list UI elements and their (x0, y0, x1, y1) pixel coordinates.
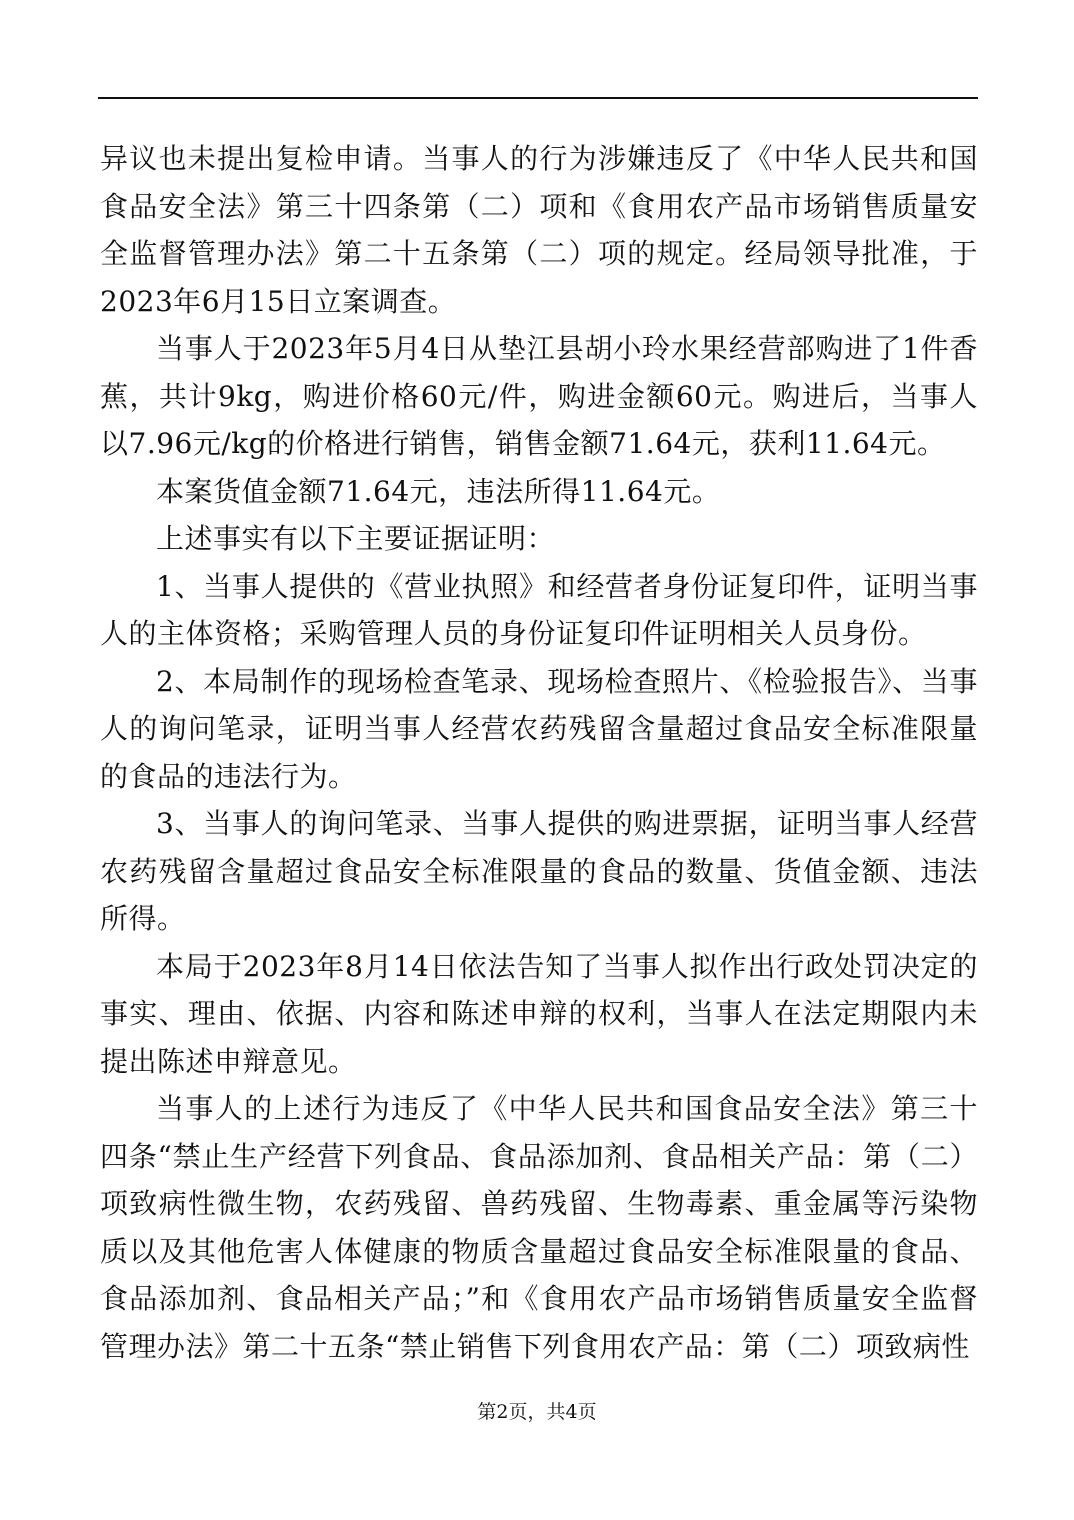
paragraph-case-value: 本案货值金额71.64元，违法所得11.64元。 (156, 474, 721, 508)
paragraph-purchase-sale: 当事人于2023年5月4日从垫江县胡小玲水果经营部购进了1件香蕉，共计9kg，购进价格60元/件，购进金额60元。购进后，当事人以7.96元/kg的价格进行销售，销售金额71.64元，获利11.64元。 (100, 332, 978, 460)
paragraph-evidence-1: 1、当事人提供的《营业执照》和经营者身份证复印件，证明当事人的主体资格；采购管理人员的身份证复印件证明相关人员身份。 (100, 569, 978, 650)
document-body (100, 135, 978, 1370)
paragraph-evidence-3: 3、当事人的询问笔录、当事人提供的购进票据，证明当事人经营农药残留含量超过食品安全标准限量的食品的数量、货值金额、违法所得。 (100, 807, 978, 935)
page-number: 第2页，共4页 (477, 1401, 597, 1423)
paragraph-continuation: 异议也未提出复检申请。当事人的行为涉嫌违反了《中华人民共和国食品安全法》第三十四条第（二）项和《食用农产品市场销售质量安全监督管理办法》第二十五条第（二）项的规定。经局领导批准，于2023年6月15日立案调查。 (100, 142, 978, 318)
paragraph-evidence-intro: 上述事实有以下主要证据证明： (156, 522, 556, 555)
paragraph-evidence-2: 2、本局制作的现场检查笔录、现场检查照片、《检验报告》、当事人的询问笔录，证明当事人经营农药残留含量超过食品安全标准限量的食品的违法行为。 (100, 664, 978, 793)
paragraph-notification: 本局于2023年8月14日依法告知了当事人拟作出行政处罚决定的事实、理由、依据、内容和陈述申辩的权利，当事人在法定期限内未提出陈述申辩意见。 (100, 949, 978, 1078)
header-rule (98, 97, 978, 99)
paragraph-violation: 当事人的上述行为违反了《中华人民共和国食品安全法》第三十四条“禁止生产经营下列食品、食品添加剂、食品相关产品：第（二）项致病性微生物，农药残留、兽药残留、生物毒素、重金属等污染物质以及其他危害人体健康的物质含量超过食品安全标准限量的食品、食品添加剂、食品相关产品；”和《食用农产品市场销售质量安全监督管理办法》第二十五条“禁止销售下列食用农产品：第（二）项致病性 (100, 1092, 978, 1363)
